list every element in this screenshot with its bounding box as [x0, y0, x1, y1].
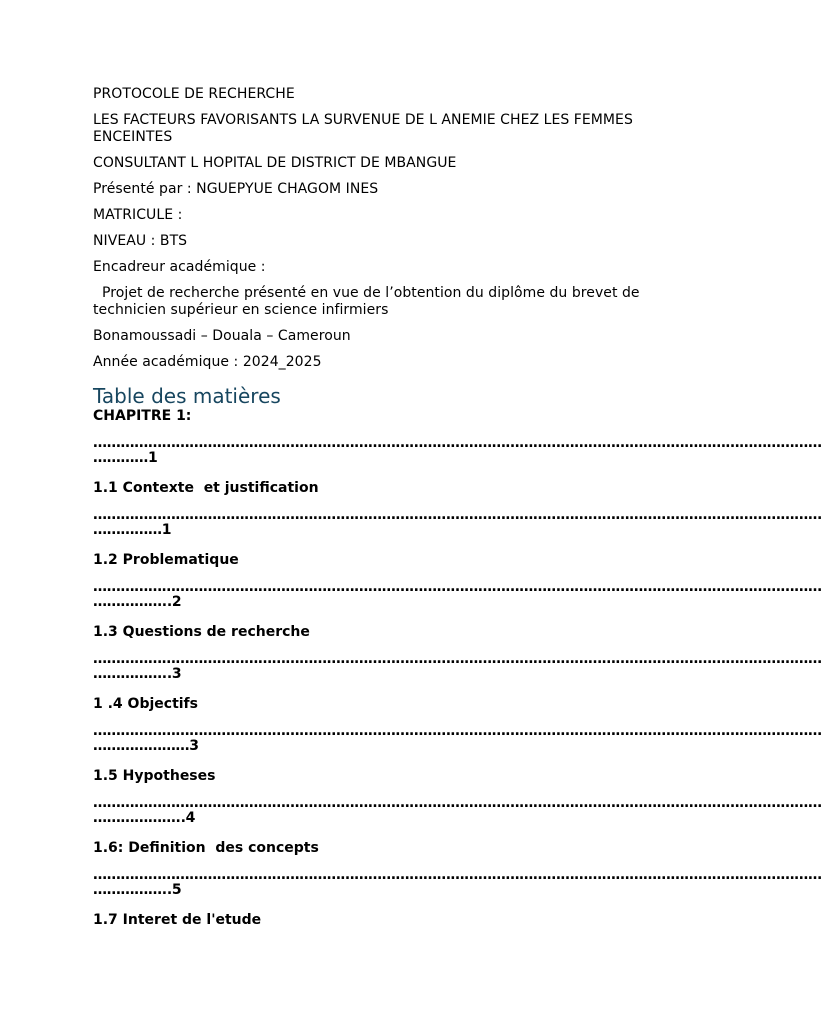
toc-leader: ……………………………………………………………………………………………………………………………………………	[93, 867, 822, 883]
toc-entry[interactable]	[93, 912, 675, 929]
toc-page-ref: ……………..2	[93, 594, 182, 610]
toc-page-ref: …………………3	[93, 738, 199, 754]
matricule: MATRICULE :	[93, 207, 183, 223]
toc-leader: ……………………………………………………………………………………………………………………………………………	[93, 435, 822, 451]
research-site: CONSULTANT L HOPITAL DE DISTRICT DE MBANGUE	[93, 155, 457, 171]
toc-entry-heading: 1.3 Questions de recherche	[93, 624, 310, 640]
table-of-contents	[93, 408, 822, 929]
toc-entry[interactable]	[93, 408, 822, 466]
toc-entry-heading: 1.7 Interet de l'etude	[93, 912, 262, 928]
toc-leader: ……………………………………………………………………………………………………………………………………………	[93, 795, 822, 811]
toc-entry[interactable]	[93, 552, 822, 610]
toc-page-ref: ……………1	[93, 522, 172, 538]
toc-entry-heading: 1.1 Contexte et justification	[93, 480, 319, 496]
toc-entry-heading: 1.6: Definition des concepts	[93, 840, 319, 856]
toc-entry[interactable]	[93, 624, 822, 682]
project-description: Projet de recherche présenté en vue de l’obtention du diplôme du brevet de technicien supérieur en science infirmiers	[93, 285, 645, 318]
toc-entry[interactable]	[93, 768, 822, 826]
toc-entry-heading: 1.2 Problematique	[93, 552, 239, 568]
toc-entry-heading: 1 .4 Objectifs	[93, 696, 198, 712]
document-body	[93, 86, 822, 940]
presenter: Présenté par : NGUEPYUE CHAGOM INES	[93, 181, 379, 197]
toc-entry-heading: CHAPITRE 1:	[93, 408, 192, 424]
toc-entry[interactable]	[93, 840, 822, 898]
toc-entry[interactable]	[93, 696, 822, 754]
research-title: LES FACTEURS FAVORISANTS LA SURVENUE DE L ANEMIE CHEZ LES FEMMES ENCEINTES	[93, 112, 633, 145]
toc-page-ref: ………………..4	[93, 810, 196, 826]
toc-leader: ……………………………………………………………………………………………………………………………………………	[93, 507, 822, 523]
protocol-label: PROTOCOLE DE RECHERCHE	[93, 86, 295, 102]
toc-page-ref: ……………..5	[93, 882, 182, 898]
level: NIVEAU : BTS	[93, 233, 188, 249]
toc-entry-heading: 1.5 Hypotheses	[93, 768, 216, 784]
location: Bonamoussadi – Douala – Cameroun	[93, 328, 351, 344]
toc-leader: ……………………………………………………………………………………………………………………………………………	[93, 651, 822, 667]
toc-title: Table des matières	[93, 384, 281, 408]
toc-leader: ……………………………………………………………………………………………………………………………………………	[93, 723, 822, 739]
toc-leader: ……………………………………………………………………………………………………………………………………………	[93, 579, 822, 595]
toc-page-ref: ……………..3	[93, 666, 182, 682]
toc-page-ref: …………1	[93, 450, 158, 466]
academic-year: Année académique : 2024_2025	[93, 354, 322, 370]
academic-supervisor: Encadreur académique :	[93, 259, 266, 275]
toc-entry[interactable]	[93, 480, 822, 538]
